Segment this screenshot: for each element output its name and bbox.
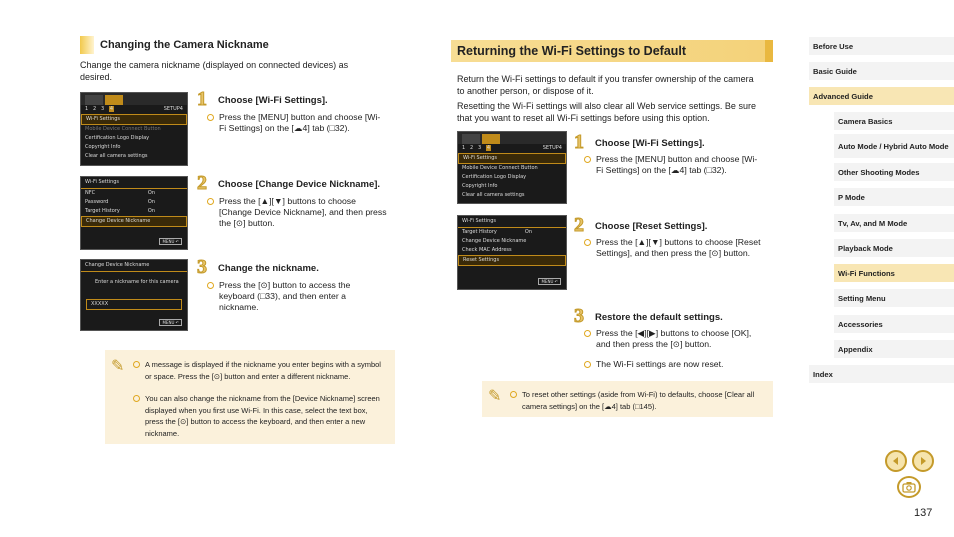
camera-screen-setup: [457, 131, 567, 204]
step-bullet: [207, 112, 387, 134]
step-number: 1: [197, 88, 207, 110]
bullet-dot: [584, 361, 591, 368]
step-title: Restore the default settings.: [595, 312, 723, 323]
home-button[interactable]: [897, 476, 921, 498]
step-text: Press the [MENU] button and choose [Wi-Fi Settings] on the [☁4] tab (□32).: [219, 112, 381, 133]
nav-other-shooting-modes[interactable]: Other Shooting Modes: [834, 163, 954, 181]
screen-kv-row: [81, 198, 187, 207]
screen-kv-row: [458, 255, 566, 266]
step-bullet: [584, 359, 766, 370]
screen-row: Certification Logo Display: [462, 174, 527, 180]
subtab-3: 3: [100, 106, 105, 112]
screen-kv-row: [458, 237, 566, 246]
step-number: 2: [197, 172, 207, 194]
subtab-4: 4: [486, 145, 491, 151]
note-text: You can also change the nickname from the [Device Nickname] screen displayed when you first use Wi-Fi. In this case, select the text box, press the [⊙] button to access the keyboard, and then enter a new nickname.: [145, 394, 380, 438]
screen-row: Wi-Fi Settings: [458, 153, 566, 164]
left-intro: Change the camera nickname (displayed on connected devices) as desired.: [80, 60, 349, 82]
section-title-camera-nickname: [80, 36, 269, 54]
nav-accessories[interactable]: Accessories: [834, 315, 954, 333]
screen-tabs: [458, 132, 566, 144]
screen-kv-row: [81, 216, 187, 227]
step-title: Choose [Change Device Nickname].: [218, 179, 381, 190]
right-intro-1: Return the Wi-Fi settings to default if you transfer ownership of the camera to another person, or dispose of it.: [457, 74, 754, 96]
page-number: 137: [914, 507, 933, 519]
nav-camera-basics[interactable]: Camera Basics: [834, 112, 954, 130]
kv-key: Target History: [85, 208, 120, 214]
kv-value: On: [524, 229, 532, 235]
note-box: [482, 381, 773, 417]
title-marker: [80, 36, 94, 54]
screen-kv-row: [458, 228, 566, 237]
screen-kv-row: [81, 189, 187, 198]
nickname-field: XXXXX: [86, 299, 182, 310]
note-text: A message is displayed if the nickname you enter begins with a symbol or space. Press the [⊙] button and enter a different nickname.: [145, 360, 381, 381]
step-text: Press the [MENU] button and choose [Wi-Fi Settings] on the [☁4] tab (□32).: [596, 154, 758, 175]
bullet-dot: [584, 156, 591, 163]
kv-key: Change Device Nickname: [86, 218, 151, 224]
step-text: Press the [▲][▼] buttons to choose [Reset Settings], and then press the [⊙] button.: [596, 237, 761, 258]
step-bullet: [207, 196, 387, 229]
setup-tab: [105, 95, 123, 105]
nav-auto-mode[interactable]: Auto Mode / Hybrid Auto Mode: [834, 134, 954, 158]
step-title: Change the nickname.: [218, 263, 319, 274]
screen-row: Clear all camera settings: [85, 153, 148, 159]
pencil-icon: ✎: [488, 388, 502, 405]
subtab-labels: [462, 145, 491, 152]
subtab-labels: [85, 106, 114, 113]
screen-row: Copyright Info: [462, 183, 498, 189]
nav-index[interactable]: Index: [809, 365, 954, 383]
screen-head: Wi-Fi Settings: [458, 216, 566, 228]
screen-row: Clear all camera settings: [462, 192, 525, 198]
camera-home-icon: [902, 481, 916, 493]
section-title-text: Changing the Camera Nickname: [100, 39, 269, 51]
bullet-dot: [133, 395, 140, 402]
screen-head: Change Device Nickname: [81, 260, 187, 272]
screen-row: Mobile Device Connect Button: [85, 126, 161, 132]
menu-back-icon: MENU ↶: [159, 319, 182, 326]
note-item: [133, 359, 388, 382]
step-number: 3: [197, 256, 207, 278]
step-title: Choose [Reset Settings].: [595, 221, 708, 232]
camera-tab: [85, 95, 103, 105]
note-box: [105, 350, 395, 444]
kv-key: NFC: [85, 190, 96, 196]
screen-row: Wi-Fi Settings: [81, 114, 187, 125]
subtab-4: 4: [109, 106, 114, 112]
bullet-dot: [207, 114, 214, 121]
setup-header: SETUP4: [542, 145, 562, 151]
step-number: 1: [574, 131, 584, 153]
step-bullet: [584, 237, 766, 259]
chevron-left-icon: [891, 456, 901, 466]
nav-advanced-guide[interactable]: Advanced Guide: [809, 87, 954, 105]
kv-value: On: [147, 199, 155, 205]
menu-back-icon: MENU ↶: [538, 278, 561, 285]
bullet-dot: [510, 391, 517, 398]
bullet-dot: [133, 361, 140, 368]
step-bullet: [584, 328, 766, 350]
nav-wifi-functions[interactable]: Wi-Fi Functions: [834, 264, 954, 282]
screen-tabs: [81, 93, 187, 105]
camera-screen-setup: [80, 92, 188, 166]
camera-screen-nickname: [80, 259, 188, 331]
subtab-2: 2: [92, 106, 97, 112]
kv-key: Target History: [462, 229, 497, 235]
kv-key: Password: [85, 199, 109, 205]
nav-basic-guide[interactable]: Basic Guide: [809, 62, 954, 80]
step-bullet: [584, 154, 764, 176]
nav-p-mode[interactable]: P Mode: [834, 188, 954, 206]
screen-kv-row: [458, 246, 566, 255]
camera-tab: [462, 134, 480, 144]
step-bullet: [207, 280, 387, 313]
step-number: 3: [574, 305, 584, 327]
step-title: Choose [Wi-Fi Settings].: [595, 138, 705, 149]
screen-head: Wi-Fi Settings: [81, 177, 187, 189]
screen-prompt: Enter a nickname for this camera: [95, 279, 179, 285]
subtab-2: 2: [469, 145, 474, 151]
bullet-dot: [207, 198, 214, 205]
screen-subtabs: [458, 144, 566, 153]
screen-subtabs: [81, 105, 187, 114]
step-text: The Wi-Fi settings are now reset.: [596, 359, 724, 369]
screen-kv-row: [81, 207, 187, 216]
chevron-right-icon: [918, 456, 928, 466]
step-number: 2: [574, 214, 584, 236]
nav-tv-av-m-mode[interactable]: Tv, Av, and M Mode: [834, 214, 954, 232]
note-text: To reset other settings (aside from Wi-Fi) to defaults, choose [Clear all camera settings] on the [☁4] tab (□145).: [522, 390, 755, 411]
setup-tab: [482, 134, 500, 144]
nav-appendix[interactable]: Appendix: [834, 340, 954, 358]
subtab-1: 1: [462, 145, 466, 151]
screen-row: Certification Logo Display: [85, 135, 150, 141]
screen-row: Copyright Info: [85, 144, 121, 150]
subtab-3: 3: [477, 145, 482, 151]
kv-key: Reset Settings: [463, 257, 500, 263]
step-text: Press the [▲][▼] buttons to choose [Change Device Nickname], and then press the [⊙] button.: [219, 196, 387, 228]
right-intro-2: Resetting the Wi-Fi settings will also clear all Web service settings. Be sure that you want to reset all Wi-Fi settings before using this option.: [457, 101, 756, 123]
step-title: Choose [Wi-Fi Settings].: [218, 95, 328, 106]
step-text: Press the [⊙] button to access the keyboard (□33), and then enter a nickname.: [219, 280, 351, 312]
screen-row: Mobile Device Connect Button: [462, 165, 538, 171]
nav-before-use[interactable]: Before Use: [809, 37, 954, 55]
bullet-dot: [207, 282, 214, 289]
kv-key: Check MAC Address: [462, 247, 512, 253]
bullet-dot: [584, 330, 591, 337]
note-item: [510, 389, 765, 412]
kv-key: Change Device Nickname: [462, 238, 527, 244]
setup-header: SETUP4: [163, 106, 183, 112]
step-text: Press the [◀][▶] buttons to choose [OK], and then press the [⊙] button.: [596, 328, 752, 349]
section-title-reset-wifi: Returning the Wi-Fi Settings to Default: [451, 40, 773, 62]
note-item: [133, 393, 388, 439]
bullet-dot: [584, 239, 591, 246]
subtab-1: 1: [85, 106, 89, 112]
next-page-button[interactable]: [912, 450, 934, 472]
camera-screen-wifi-settings: [80, 176, 188, 250]
menu-back-icon: MENU ↶: [159, 238, 182, 245]
camera-screen-wifi-settings: [457, 215, 567, 290]
nav-setting-menu[interactable]: Setting Menu: [834, 289, 954, 307]
pencil-icon: ✎: [111, 358, 125, 375]
nav-playback-mode[interactable]: Playback Mode: [834, 239, 954, 257]
kv-value: On: [147, 208, 155, 214]
kv-value: On: [147, 190, 155, 196]
prev-page-button[interactable]: [885, 450, 907, 472]
